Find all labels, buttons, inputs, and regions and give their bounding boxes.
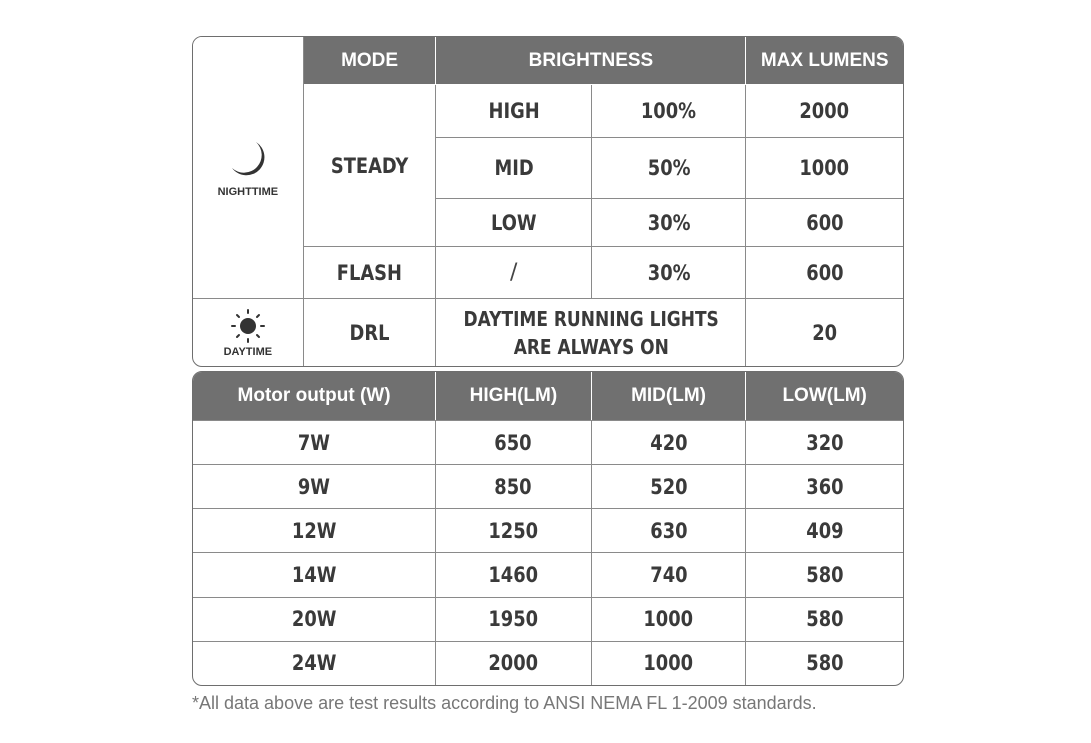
motor-output-cell: 7W	[193, 420, 436, 464]
table-row	[193, 420, 903, 464]
motor-output-cell: 12W	[193, 508, 436, 552]
high-lm-cell: 2000	[436, 641, 592, 685]
header-mode: MODE	[304, 37, 437, 85]
brightness-level: LOW	[436, 199, 591, 247]
max-lumens-value: 1000	[746, 138, 903, 199]
brightness-level: /	[436, 247, 591, 299]
drl-line-1: DAYTIME RUNNING LIGHTS	[463, 306, 719, 331]
high-lm-cell: 650	[436, 420, 592, 464]
nighttime-label: NIGHTTIME	[217, 185, 279, 198]
nighttime-cell	[193, 37, 304, 299]
high-lm-cell: 1250	[436, 508, 592, 552]
motor-output-table	[192, 371, 904, 686]
table-row	[193, 299, 903, 366]
motor-output-cell: 9W	[193, 464, 436, 508]
header-max-lumens: MAX LUMENS	[746, 37, 903, 85]
mode-steady: STEADY	[304, 85, 437, 247]
low-lm-cell: 409	[746, 508, 903, 552]
table-row	[193, 464, 903, 508]
brightness-level: HIGH	[436, 85, 591, 138]
mid-lm-cell: 1000	[592, 641, 747, 685]
brightness-percent: 30%	[592, 199, 746, 247]
high-lm-cell: 1950	[436, 597, 592, 641]
drl-description	[436, 299, 746, 366]
header-low-lm: LOW(LM)	[746, 372, 903, 420]
table-row	[193, 552, 903, 596]
mid-lm-cell: 740	[592, 552, 747, 596]
low-lm-cell: 320	[746, 420, 903, 464]
brightness-percent: 100%	[592, 85, 746, 138]
motor-output-cell: 14W	[193, 552, 436, 596]
max-lumens-value: 600	[746, 199, 903, 247]
table-row	[193, 597, 903, 641]
daytime-cell	[193, 299, 304, 366]
mid-lm-cell: 520	[592, 464, 747, 508]
footnote: *All data above are test results according to ANSI NEMA FL 1-2009 standards.	[192, 693, 817, 713]
header-brightness: BRIGHTNESS	[436, 37, 746, 85]
high-lm-cell: 850	[436, 464, 592, 508]
max-lumens-value: 600	[746, 247, 903, 299]
high-lm-cell: 1460	[436, 552, 592, 596]
header-high-lm: HIGH(LM)	[436, 372, 592, 420]
low-lm-cell: 580	[746, 552, 903, 596]
drl-line-2: ARE ALWAYS ON	[513, 334, 669, 359]
low-lm-cell: 360	[746, 464, 903, 508]
table-row	[193, 641, 903, 685]
brightness-percent: 50%	[592, 138, 746, 199]
lighting-mode-table	[192, 36, 904, 367]
mid-lm-cell: 420	[592, 420, 747, 464]
mode-flash: FLASH	[304, 247, 437, 299]
moon-icon	[226, 138, 270, 182]
max-lumens-value: 2000	[746, 85, 903, 138]
table-row	[193, 508, 903, 552]
sun-icon	[228, 308, 268, 344]
brightness-percent: 30%	[592, 247, 746, 299]
mid-lm-cell: 630	[592, 508, 747, 552]
header-mid-lm: MID(LM)	[592, 372, 747, 420]
header-motor-output: Motor output (W)	[193, 372, 436, 420]
low-lm-cell: 580	[746, 597, 903, 641]
low-lm-cell: 580	[746, 641, 903, 685]
mode-drl: DRL	[304, 299, 437, 366]
daytime-label: DAYTIME	[223, 345, 273, 358]
brightness-level: MID	[436, 138, 591, 199]
mid-lm-cell: 1000	[592, 597, 747, 641]
max-lumens-value: 20	[812, 320, 838, 345]
motor-output-cell: 24W	[193, 641, 436, 685]
motor-output-cell: 20W	[193, 597, 436, 641]
